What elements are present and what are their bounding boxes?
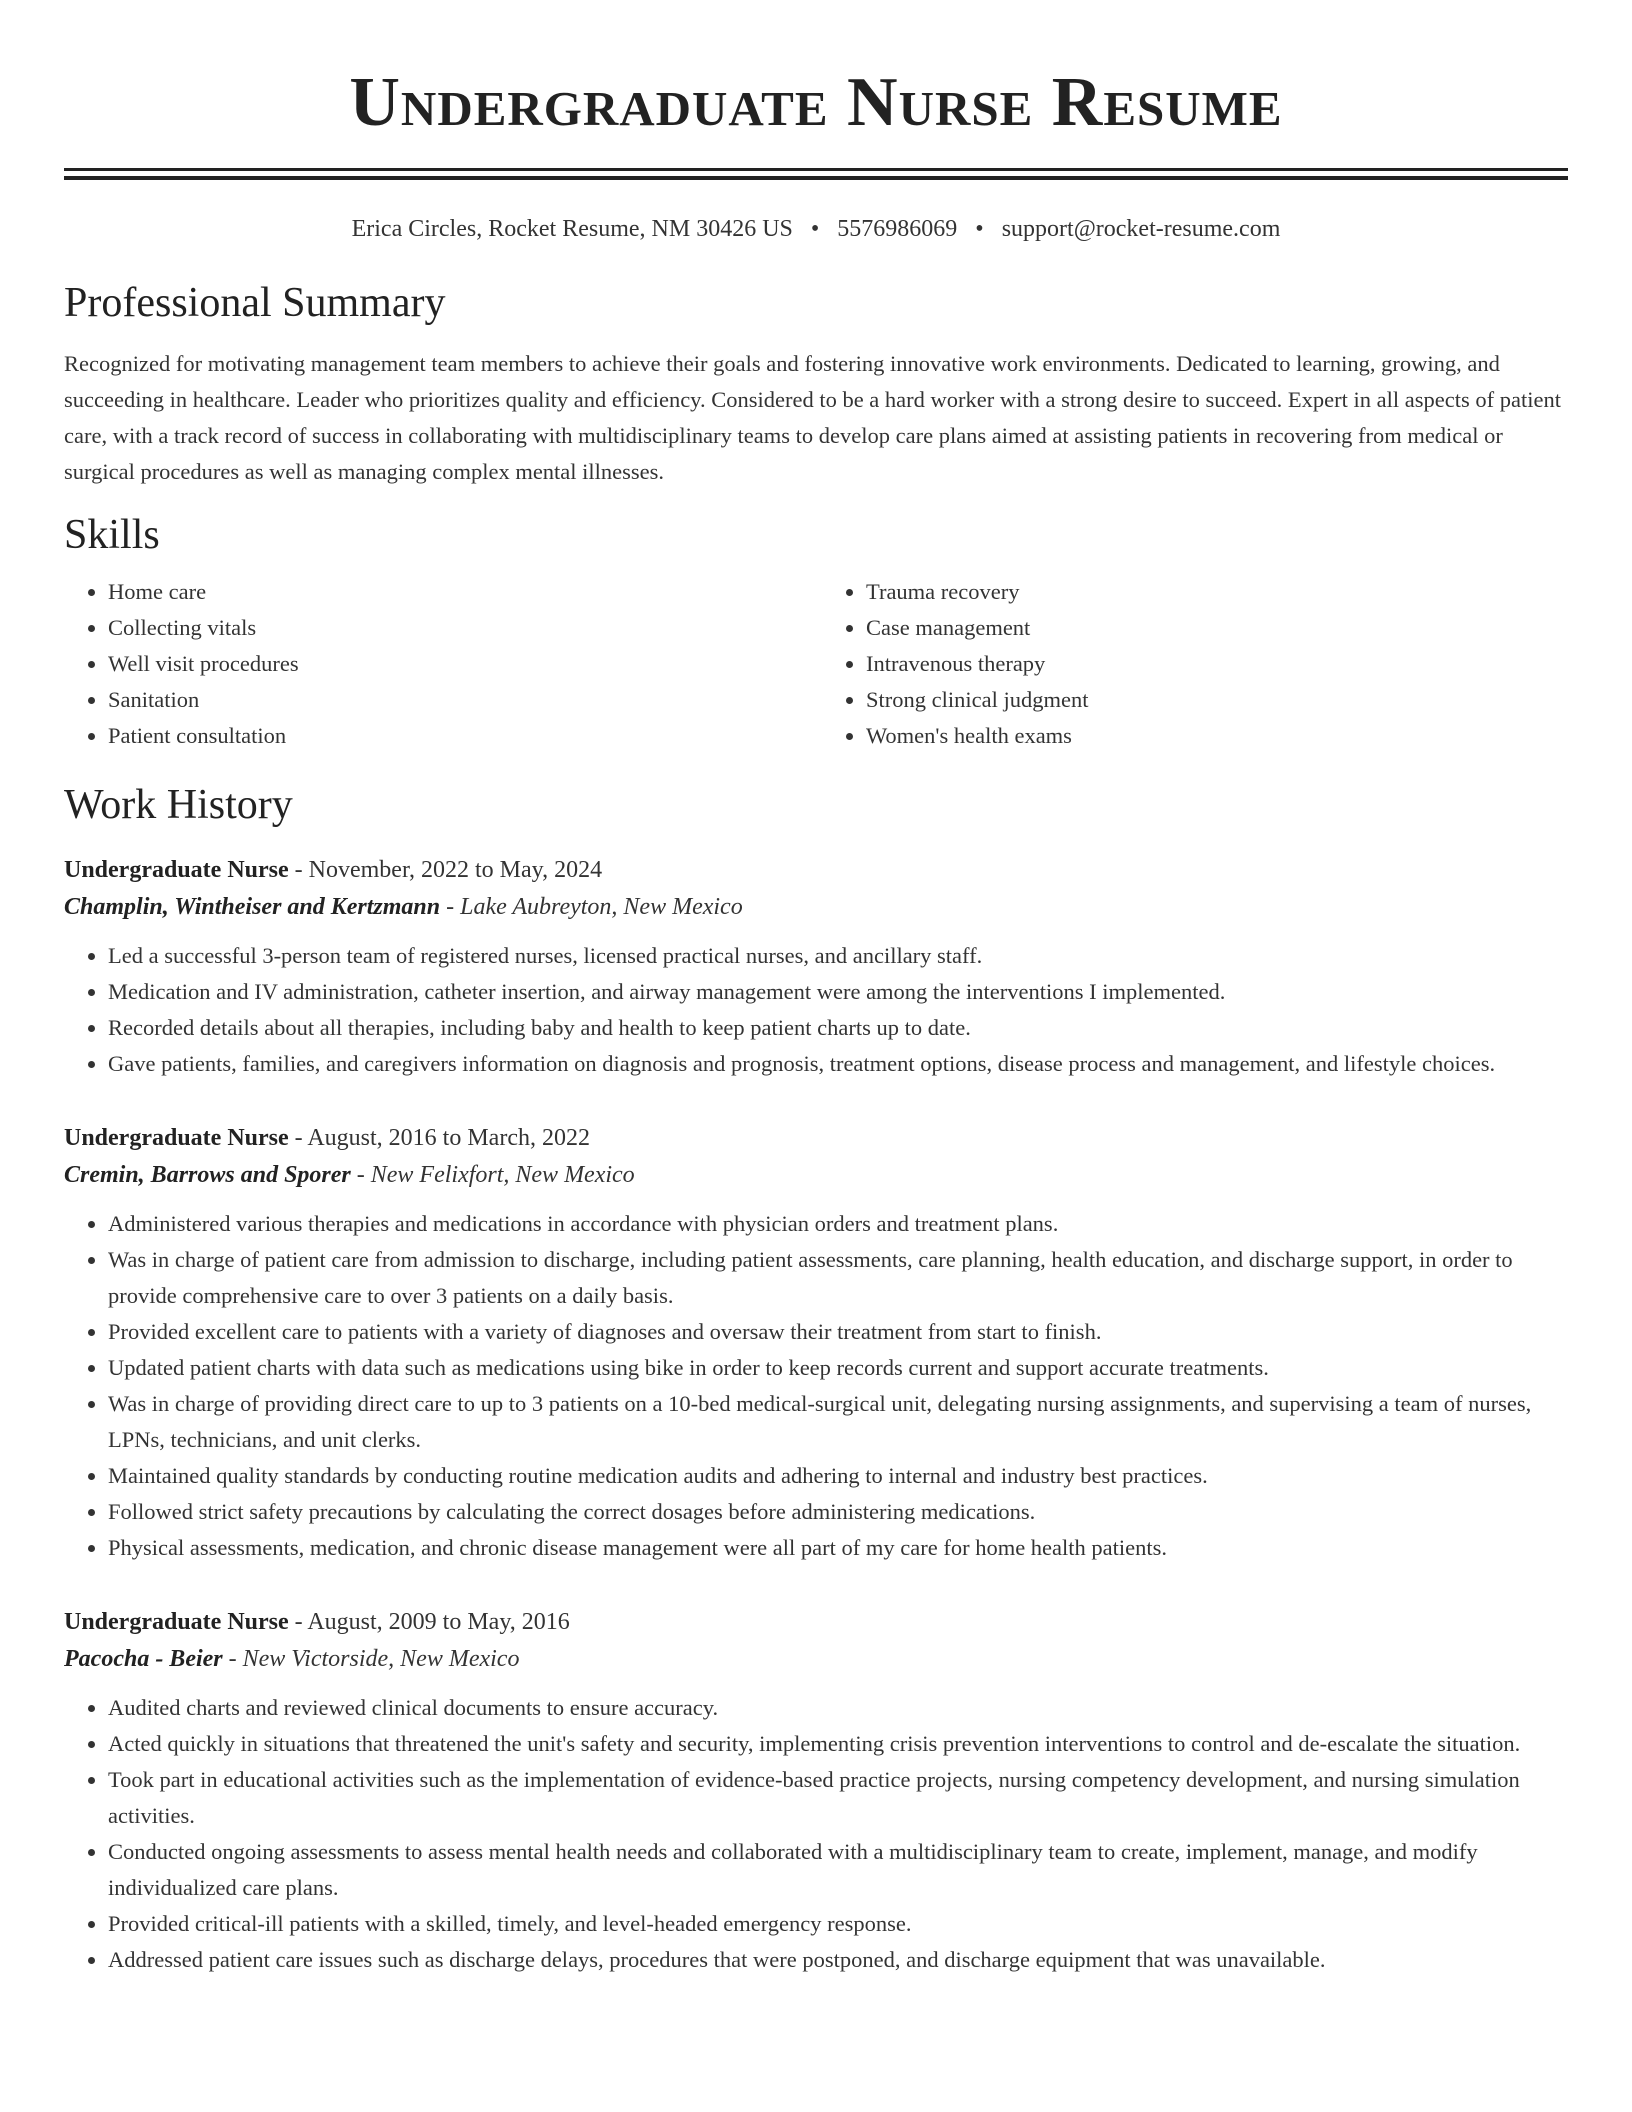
contact-address: Erica Circles, Rocket Resume, NM 30426 US (351, 216, 793, 242)
title-divider-second (64, 176, 1568, 180)
job-bullet: • Provided critical-ill patients with a skilled, timely, and level-headed emergency response. (108, 1906, 1568, 1942)
employer-line: Pacocha - Beier - New Victorside, New Mexico (64, 1646, 520, 1672)
job-bullet: • Addressed patient care issues such as discharge delays, procedures that were postponed, and discharge equipment that was unavailable. (108, 1942, 1568, 1978)
job-bullet: • Physical assessments, medication, and chronic disease management were all part of my care for home health patients. (108, 1530, 1568, 1566)
job-dates: August, 2009 to May, 2016 (307, 1609, 570, 1635)
job-title-line: Undergraduate Nurse - November, 2022 to May, 2024 (64, 857, 603, 883)
skills-heading: Skills (64, 512, 160, 558)
job-bullet: • Medication and IV administration, catheter insertion, and airway management were among the interventions I implemented. (108, 974, 1568, 1010)
job-bullet: • Audited charts and reviewed clinical documents to ensure accuracy. (108, 1690, 1568, 1726)
contact-phone: 5576986069 (837, 216, 958, 242)
employer-name: Cremin, Barrows and Sporer (64, 1162, 351, 1188)
skills-column-right (816, 574, 1568, 754)
contact-separator: • (975, 216, 984, 242)
summary-heading: Professional Summary (64, 280, 446, 326)
job-location: New Victorside, New Mexico (242, 1646, 520, 1672)
skills-column-left (64, 574, 816, 754)
skill-item: • Case management (866, 610, 1568, 646)
job-bullet: • Gave patients, families, and caregivers information on diagnosis and prognosis, treatment options, disease process and management, and lifestyle choices. (108, 1046, 1568, 1082)
skill-item: • Collecting vitals (108, 610, 816, 646)
employer-name: Pacocha - Beier (64, 1646, 223, 1672)
job-title: Undergraduate Nurse (64, 857, 289, 883)
skill-item: • Well visit procedures (108, 646, 816, 682)
job-bullet: • Maintained quality standards by conducting routine medication audits and adhering to internal and industry best practices. (108, 1458, 1568, 1494)
resume-title: Undergraduate Nurse Resume (349, 64, 1283, 141)
employer-name: Champlin, Wintheiser and Kertzmann (64, 894, 441, 920)
job-bullet: • Acted quickly in situations that threatened the unit's safety and security, implementing crisis prevention interventions to control and de-escalate the situation. (108, 1726, 1568, 1762)
job-entry (64, 1604, 1568, 1978)
job-bullets (64, 1206, 1568, 1566)
job-title-line: Undergraduate Nurse - August, 2009 to May, 2016 (64, 1609, 570, 1635)
job-bullet: • Followed strict safety precautions by calculating the correct dosages before administering medications. (108, 1494, 1568, 1530)
title-divider (64, 168, 1568, 171)
job-dates: November, 2022 to May, 2024 (308, 857, 603, 883)
job-bullet: • Was in charge of providing direct care to up to 3 patients on a 10-bed medical-surgical unit, delegating nursing assignments, and supervising a team of nurses, LPNs, technicians, and unit clerks. (108, 1386, 1568, 1458)
skill-item: • Strong clinical judgment (866, 682, 1568, 718)
job-dates: August, 2016 to March, 2022 (307, 1125, 590, 1151)
job-title: Undergraduate Nurse (64, 1125, 289, 1151)
job-bullet: • Took part in educational activities such as the implementation of evidence-based practice projects, nursing competency development, and nursing simulation activities. (108, 1762, 1568, 1834)
skill-item: • Intravenous therapy (866, 646, 1568, 682)
job-bullet: • Conducted ongoing assessments to assess mental health needs and collaborated with a multidisciplinary team to create, implement, manage, and modify individualized care plans. (108, 1834, 1568, 1906)
skill-item: • Home care (108, 574, 816, 610)
job-bullet: • Administered various therapies and medications in accordance with physician orders and treatment plans. (108, 1206, 1568, 1242)
contact-line (64, 214, 1568, 244)
job-entry (64, 852, 1568, 1082)
job-location: New Felixfort, New Mexico (370, 1162, 635, 1188)
contact-email: support@rocket-resume.com (1001, 216, 1281, 242)
job-bullets (64, 1690, 1568, 1978)
skills-list (64, 574, 1568, 754)
job-entry (64, 1120, 1568, 1566)
work-history-heading: Work History (64, 782, 293, 828)
job-bullet: • Provided excellent care to patients with a variety of diagnoses and oversaw their treatment from start to finish. (108, 1314, 1568, 1350)
skill-item: • Women's health exams (866, 718, 1568, 754)
skill-item: • Patient consultation (108, 718, 816, 754)
job-bullet: • Was in charge of patient care from admission to discharge, including patient assessments, care planning, health education, and discharge support, in order to provide comprehensive care to over 3 patients on a daily basis. (108, 1242, 1568, 1314)
employer-line: Champlin, Wintheiser and Kertzmann - Lake Aubreyton, New Mexico (64, 894, 743, 920)
job-title-line: Undergraduate Nurse - August, 2016 to March, 2022 (64, 1125, 590, 1151)
employer-line: Cremin, Barrows and Sporer - New Felixfort, New Mexico (64, 1162, 635, 1188)
job-title: Undergraduate Nurse (64, 1609, 289, 1635)
job-location: Lake Aubreyton, New Mexico (460, 894, 743, 920)
job-bullets (64, 938, 1568, 1082)
job-bullet: • Led a successful 3-person team of registered nurses, licensed practical nurses, and ancillary staff. (108, 938, 1568, 974)
contact-separator: • (810, 216, 820, 242)
skill-item: • Sanitation (108, 682, 816, 718)
skill-item: • Trauma recovery (866, 574, 1568, 610)
job-bullet: • Recorded details about all therapies, including baby and health to keep patient charts up to date. (108, 1010, 1568, 1046)
job-bullet: • Updated patient charts with data such as medications using bike in order to keep records current and support accurate treatments. (108, 1350, 1568, 1386)
summary-text: Recognized for motivating management team members to achieve their goals and fostering innovative work environments. Dedicated to learning, growing, and succeeding in healthcare. Leader who prioritizes quality and efficiency. Considered to be a hard worker with a strong desire to succeed. Expert in all aspects of patient care, with a track record of success in collaborating with multidisciplinary teams to develop care plans aimed at assisting patients in recovering from medical or surgical procedures as well as managing complex mental illnesses. (64, 351, 1561, 484)
